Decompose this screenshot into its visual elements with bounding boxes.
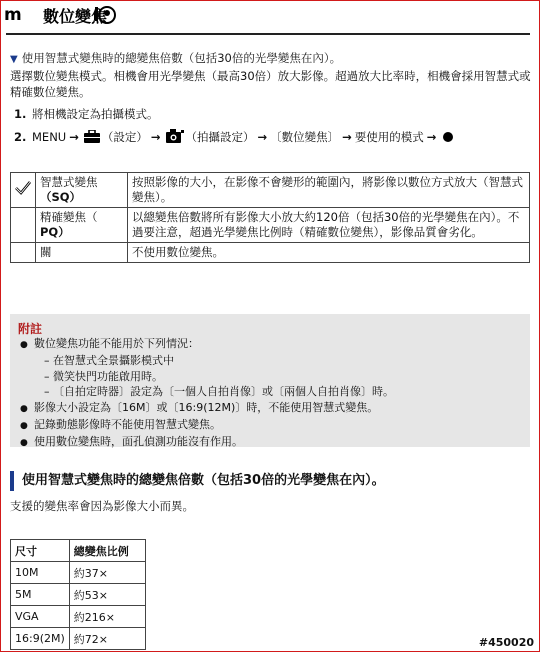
camera-icon bbox=[166, 129, 184, 143]
column-header: 總變焦比例 bbox=[69, 540, 145, 562]
confirm-dot-icon bbox=[443, 132, 453, 142]
setup-label: （設定） bbox=[101, 130, 148, 144]
arrow-right-icon: → bbox=[426, 130, 437, 144]
list-item: ● 數位變焦功能不能用於下列情況： bbox=[20, 336, 394, 353]
watermark-id: #450020 bbox=[478, 636, 534, 649]
option-name-line2: PQ） bbox=[40, 225, 70, 239]
ratio-cell: 約72× bbox=[69, 628, 145, 650]
support-text: 支援的變焦率會因為影像大小而異。 bbox=[10, 499, 194, 513]
digital-zoom-options-table bbox=[10, 172, 530, 263]
list-item: ● 使用數位變焦時，面孔偵測功能沒有作用。 bbox=[20, 434, 394, 451]
arrow-right-icon: → bbox=[69, 130, 79, 144]
table-header-row bbox=[11, 540, 146, 562]
svg-text:m: m bbox=[4, 5, 22, 25]
settings-bag-icon bbox=[84, 130, 100, 143]
zoom-ratio-table bbox=[10, 539, 146, 650]
list-item: ● 影像大小設定為〔16M〕或〔16:9(12M)〕時，不能使用智慧式變焦。 bbox=[20, 400, 394, 417]
size-cell: 10M bbox=[11, 562, 70, 584]
column-header: 尺寸 bbox=[11, 540, 70, 562]
note-list bbox=[20, 336, 394, 452]
size-cell: 5M bbox=[11, 584, 70, 606]
list-item: – 微笑快門功能啟用時。 bbox=[44, 369, 163, 383]
default-checkmark-icon bbox=[11, 173, 36, 208]
section-jump-link[interactable] bbox=[10, 50, 341, 66]
step-1-text: 將相機設定為拍攝模式。 bbox=[32, 107, 159, 121]
table-row bbox=[11, 584, 146, 606]
step-1-number: 1. bbox=[14, 107, 27, 121]
option-description: 不使用數位變焦。 bbox=[128, 243, 530, 263]
option-name-line1: 智慧式變焦 bbox=[40, 175, 98, 189]
page-header bbox=[1, 1, 539, 29]
table-row bbox=[11, 606, 146, 628]
option-description: 按照影像的大小，在影像不會變形的範圍內，將影像以數位方式放大（智慧式變焦）。 bbox=[128, 173, 530, 208]
step-1 bbox=[14, 106, 159, 122]
triangle-down-icon: ▼ bbox=[10, 54, 18, 65]
option-name bbox=[36, 208, 128, 243]
ratio-cell: 約216× bbox=[69, 606, 145, 628]
digital-zoom-label: 〔數位變焦〕 bbox=[270, 130, 340, 144]
table-row bbox=[11, 208, 530, 243]
size-cell: 16:9(2M) bbox=[11, 628, 70, 650]
arrow-right-icon: → bbox=[257, 130, 268, 144]
option-description: 以總變焦倍數將所有影像大小放大約120倍（包括30倍的光學變焦在內）。不過要注意，超過光學變焦比例時（精確數位變焦），影像品質會劣化。 bbox=[128, 208, 530, 243]
step-2 bbox=[14, 129, 453, 145]
ratio-cell: 約37× bbox=[69, 562, 145, 584]
shooting-settings-label: （拍攝設定） bbox=[185, 130, 255, 144]
option-name bbox=[36, 173, 128, 208]
arrow-right-icon: → bbox=[150, 130, 161, 144]
note-title: 附註 bbox=[18, 322, 43, 336]
ratio-cell: 約53× bbox=[69, 584, 145, 606]
table-row bbox=[11, 628, 146, 650]
option-name-line1: 精確變焦（ bbox=[40, 210, 98, 224]
menu-label: MENU bbox=[32, 130, 67, 144]
table-row bbox=[11, 562, 146, 584]
section-heading: 使用智慧式變焦時的總變焦倍數（包括30倍的光學變焦在內）。 bbox=[10, 471, 385, 491]
desired-mode-label: 要使用的模式 bbox=[354, 130, 424, 144]
size-cell: VGA bbox=[11, 606, 70, 628]
step-2-number: 2. bbox=[14, 130, 27, 144]
page-title: 數位變焦 bbox=[43, 7, 108, 26]
header-divider bbox=[6, 33, 530, 35]
option-name: 關 bbox=[36, 243, 128, 263]
table-row bbox=[11, 243, 530, 263]
table-row bbox=[11, 173, 530, 208]
option-name-line2: （SQ） bbox=[40, 190, 82, 204]
list-item: – 〔自拍定時器〕設定為〔一個人自拍肖像〕或〔兩個人自拍肖像〕時。 bbox=[44, 385, 394, 399]
list-item: ● 記錄動態影像時不能使用智慧式變焦。 bbox=[20, 417, 394, 434]
note-box bbox=[10, 314, 530, 447]
intro-paragraph: 選擇數位變焦模式。相機會用光學變焦（最高30倍）放大影像。超過放大比率時，相機會採用智慧式或精確數位變焦。 bbox=[10, 69, 531, 99]
section-jump-link-text: 使用智慧式變焦時的總變焦倍數（包括30倍的光學變焦在內）。 bbox=[21, 51, 342, 65]
arrow-right-icon: → bbox=[342, 130, 352, 144]
list-item: – 在智慧式全景攝影模式中 bbox=[44, 354, 174, 368]
